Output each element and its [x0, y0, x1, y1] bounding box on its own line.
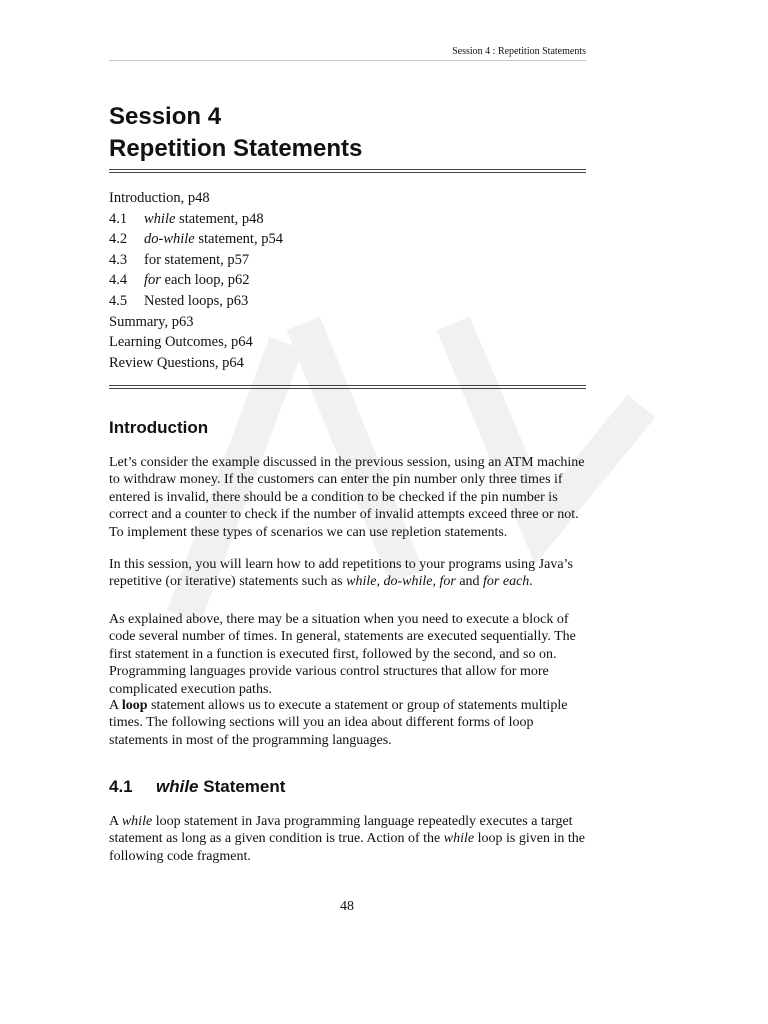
- session-number: Session 4: [109, 103, 222, 130]
- toc-entry-4-2: 4.2 do-while statement, p54: [109, 231, 283, 248]
- session-topic: Repetition Statements: [109, 135, 363, 162]
- toc-entry-review-questions: Review Questions, p64: [109, 354, 244, 371]
- section-4-1-paragraph: A while loop statement in Java programming language repeatedly executes a target statement as long as a given condition is true. Action of the while loop is given in the following code fragment.: [109, 814, 585, 864]
- title-divider: [109, 169, 586, 173]
- page-number: 48: [340, 899, 354, 914]
- introduction-paragraph-1: Let’s consider the example discussed in the previous session, using an ATM machine to withdraw money. If the customers can enter the pin number only three times if entered is invalid, there should be a condition to be checked if the pin number is correct and a counter to check if the number of invalid attempts exceed three or not. To implement these types of scenarios we can use repletion statements.: [109, 455, 585, 540]
- toc-entry-4-3: 4.3 for statement, p57: [109, 251, 250, 268]
- toc-entry-introduction: Introduction, p48: [109, 190, 210, 206]
- header-divider: [109, 60, 586, 61]
- toc-entry-4-5: 4.5 Nested loops, p63: [109, 292, 249, 309]
- introduction-heading: Introduction: [109, 418, 209, 437]
- page-title: [109, 101, 362, 165]
- introduction-paragraph-2: In this session, you will learn how to add repetitions to your programs using Java’s repetitive (or iterative) statements such as while, do-while, for and for each.: [109, 557, 573, 590]
- toc-divider: [109, 385, 586, 389]
- toc-entry-learning-outcomes: Learning Outcomes, p64: [109, 334, 253, 351]
- running-header: Session 4 : Repetition Statements: [452, 46, 586, 57]
- introduction-paragraph-3: As explained above, there may be a situation when you need to execute a block of code several number of times. In general, statements are executed sequentially. The first statement in a function is executed first, followed by the second, and so on. Programming languages provide various control structures that allow for more complicated execution paths.: [109, 612, 576, 697]
- table-of-contents: [109, 188, 283, 373]
- introduction-paragraph-4: A loop statement allows us to execute a statement or group of statements multiple times. The following sections will you an idea about different forms of loop statements in most of the programming languages.: [109, 698, 568, 748]
- section-4-1-heading: 4.1 while Statement: [109, 777, 286, 796]
- toc-entry-4-4: 4.4 for each loop, p62: [109, 272, 250, 289]
- toc-entry-4-1: 4.1 while statement, p48: [109, 210, 264, 227]
- toc-entry-summary: Summary, p63: [109, 313, 194, 330]
